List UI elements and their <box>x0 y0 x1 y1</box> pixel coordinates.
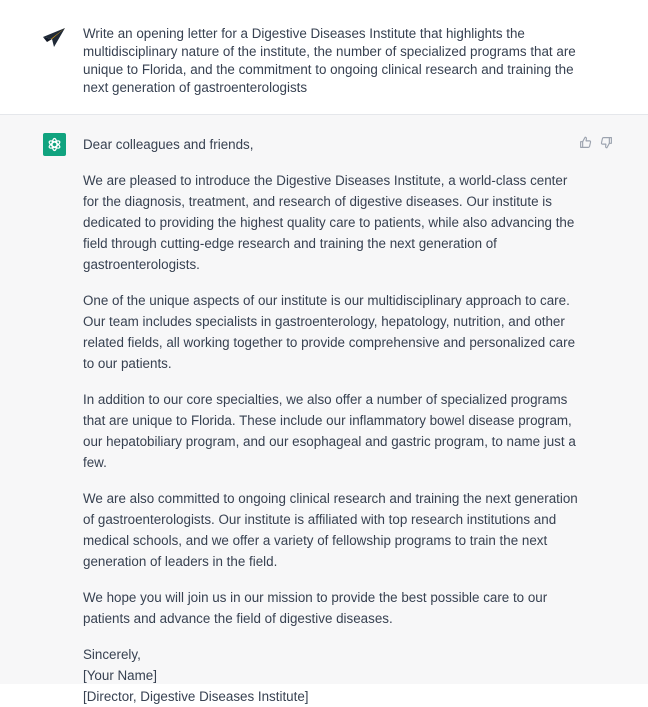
assistant-message <box>0 115 648 704</box>
signoff-name: [Your Name] <box>83 668 157 683</box>
openai-logo-icon <box>43 133 66 156</box>
reply-paragraph: One of the unique aspects of our institute is our multidisciplinary approach to care. Our team includes specialists in gastroenterology, hepatology, nutrition, and other related fields, all working together to provide comprehensive and personalized care to our patients. <box>83 293 576 371</box>
assistant-reply <box>83 134 578 707</box>
reply-paragraph: In addition to our core specialties, we also offer a number of specialized programs that are unique to Florida. These include our inflammatory bowel disease program, our hepatobiliary program, and our esophageal and gastric program, to name just a few. <box>83 392 576 470</box>
user-message-text: Write an opening letter for a Digestive Diseases Institute that highlights the multidisciplinary nature of the institute, the number of specialized programs that are unique to Florida, and the commitment to ongoing clinical research and training the next generation of gastroenterologists <box>83 26 576 95</box>
reply-signoff <box>83 644 578 707</box>
signoff-title: [Director, Digestive Diseases Institute] <box>83 689 309 704</box>
reply-paragraph: We hope you will join us in our mission to provide the best possible care to our patients and advance the field of digestive diseases. <box>83 590 548 626</box>
reply-paragraph: We are pleased to introduce the Digestive Diseases Institute, a world-class center for the diagnosis, treatment, and research of digestive diseases. Our institute is dedicated to providing the highest quality care to patients, while also advancing the field through cutting-edge research and training the next generation of gastroenterologists. <box>83 173 575 272</box>
user-message <box>0 0 648 115</box>
paper-plane-icon <box>41 25 67 51</box>
thumbs-up-icon[interactable] <box>578 135 592 149</box>
thumbs-down-icon[interactable] <box>599 135 613 149</box>
reply-paragraph: We are also committed to ongoing clinical research and training the next generation of gastroenterologists. Our institute is affiliated with top research institutions and medical schools, and we offer a variety of fellowship programs to train the next generation of leaders in the field. <box>83 491 578 569</box>
reply-greeting: Dear colleagues and friends, <box>83 137 254 152</box>
signoff-closing: Sincerely, <box>83 647 141 662</box>
